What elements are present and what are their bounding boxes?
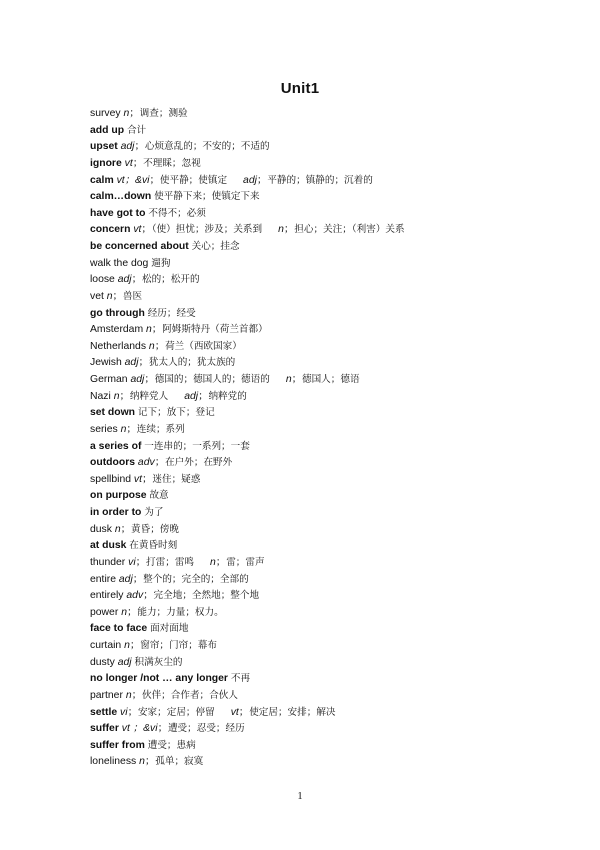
part-of-speech: adv (126, 590, 144, 602)
vocab-definition: 遭受；忍受；经历 (167, 723, 245, 735)
vocab-definition: 德国的；德国人的；德语的 (154, 374, 270, 385)
vocab-definition: 打雷；雷鸣 (146, 556, 195, 568)
vocab-term: Jewish (90, 357, 122, 369)
vocab-term: survey (90, 108, 121, 119)
vocab-definition: 迷住；疑惑 (152, 473, 201, 485)
vocab-term: a series of (90, 440, 142, 452)
vocab-term: go through (90, 307, 145, 319)
vocab-definition: 使平静下来；使镇定下来 (154, 191, 260, 203)
vocab-definition-secondary: 使定居；安排；解决 (249, 706, 336, 718)
vocab-entry: Jewish adj；犹太人的；犹太族的 (90, 357, 236, 369)
vocab-definition-secondary: 纳粹党的 (208, 390, 247, 402)
vocab-entry: spellbind vt；迷住；疑惑 (90, 473, 201, 485)
vocab-definition: 经历；经受 (147, 307, 196, 319)
vocab-definition: 纳粹党人 (129, 390, 169, 402)
part-of-speech-secondary: n (278, 224, 284, 236)
vocab-entry: entire adj；整个的；完全的；全部的 (90, 573, 249, 585)
vocab-definition: 记下；放下；登记 (137, 407, 215, 419)
vocab-entry (90, 738, 560, 755)
vocab-term: face to face (90, 623, 148, 635)
vocab-entry (90, 439, 560, 456)
vocab-term: dusty (90, 656, 115, 668)
vocab-definition: 松的；松开的 (142, 274, 200, 286)
vocab-term: entirely (90, 590, 124, 602)
vocab-entry (90, 505, 560, 522)
vocab-entry (90, 405, 560, 422)
vocab-term: concern (90, 224, 131, 236)
part-of-speech: vt；&vi (116, 174, 150, 186)
part-of-speech: adv (137, 457, 155, 469)
part-of-speech: vt (133, 473, 142, 485)
vocab-entry: concern vt；（使）担忧；涉及；关系到 n；担心；关注；（利害）关系 (90, 224, 405, 236)
vocab-definition-secondary: 担心；关注；（利害）关系 (294, 224, 405, 236)
vocab-definition: 整个的；完全的；全部的 (143, 573, 249, 585)
vocab-term: entire (90, 573, 116, 585)
vocab-term: Nazi (90, 390, 111, 402)
vocab-entry: loose adj；松的；松开的 (90, 274, 200, 286)
vocab-term: curtain (90, 640, 122, 651)
part-of-speech: n (106, 290, 113, 302)
part-of-speech: n (146, 324, 152, 336)
vocab-term: suffer from (90, 739, 145, 751)
vocab-definition: 连续；系列 (136, 423, 185, 435)
part-of-speech: n (123, 108, 130, 119)
vocab-entry: outdoors adv；在户外；在野外 (90, 457, 233, 469)
vocab-entry: loneliness n；孤单；寂寞 (90, 756, 204, 768)
vocab-term: be concerned about (90, 241, 189, 252)
vocab-definition: 黄昏；傍晚 (131, 523, 179, 535)
part-of-speech: n (139, 756, 145, 768)
vocab-entry (90, 621, 560, 638)
vocab-term: walk the dog (90, 257, 149, 269)
page-title: Unit1 (280, 80, 320, 97)
vocab-entry (90, 239, 560, 256)
vocab-term: German (90, 374, 128, 385)
vocab-entry: thunder vi；打雷；雷鸣 n；雷；雷声 (90, 556, 265, 568)
vocab-definition-secondary: 德国人；德语 (302, 374, 360, 385)
vocab-entry: dusk n；黄昏；傍晚 (90, 523, 179, 535)
vocab-entry (90, 488, 560, 505)
vocab-definition: 不再 (230, 673, 251, 685)
vocab-definition: 一连串的；一系列；一套 (144, 440, 250, 452)
vocab-entry: upset adj；心烦意乱的；不安的；不适的 (90, 141, 270, 153)
vocab-definition: 阿姆斯特丹（荷兰首都） (162, 324, 268, 336)
part-of-speech: adj (130, 374, 145, 385)
vocab-definition-secondary: 雷；雷声 (226, 556, 265, 568)
vocab-definition: 调查；测验 (139, 108, 188, 119)
vocab-entry (90, 655, 560, 672)
vocab-entry: ignore vt；不理睬；忽视 (90, 157, 201, 169)
vocab-entry: series n；连续；系列 (90, 423, 185, 435)
vocab-definition: （使）担忧；涉及；关系到 (151, 224, 263, 236)
vocab-entry: suffer vt ；&vi；遭受；忍受；经历 (90, 723, 245, 735)
vocab-term: calm…down (90, 191, 152, 203)
vocab-entry (90, 123, 560, 140)
part-of-speech-secondary: vt (230, 706, 239, 718)
vocab-definition: 面对面地 (150, 623, 189, 635)
part-of-speech: n (120, 423, 127, 435)
vocab-entry: settle vi；安家；定居；停留 vt；使定居；安排；解决 (90, 706, 336, 718)
vocab-term: no longer /not … any longer (90, 673, 228, 685)
vocab-entry (90, 256, 560, 273)
vocab-term: in order to (90, 507, 142, 518)
vocab-entry: partner n；伙伴；合作者；合伙人 (90, 689, 238, 701)
part-of-speech-secondary: adj (184, 390, 199, 402)
part-of-speech: n (121, 606, 127, 618)
part-of-speech: vt (133, 224, 142, 236)
vocab-definition: 伙伴；合作者；合伙人 (142, 689, 238, 701)
part-of-speech-secondary: adj (243, 174, 257, 186)
vocab-term: add up (90, 124, 125, 136)
vocab-entry: Amsterdam n；阿姆斯特丹（荷兰首都） (90, 324, 268, 336)
vocab-definition: 能力；力量；权力。 (137, 606, 224, 618)
part-of-speech: adj (124, 357, 139, 369)
vocab-entry (90, 306, 560, 323)
vocab-definition: 合计 (126, 124, 147, 136)
vocab-term: on purpose (90, 490, 147, 502)
vocab-term: power (90, 606, 119, 618)
part-of-speech: n (124, 640, 130, 651)
vocab-entry: curtain n；窗帘；门帘；幕布 (90, 640, 217, 651)
vocab-definition: 孤单；寂寞 (155, 756, 204, 768)
vocab-term: thunder (90, 556, 126, 568)
part-of-speech: vi (128, 556, 136, 568)
vocab-entry: vet n；兽医 (90, 290, 143, 302)
vocab-term: series (90, 423, 118, 435)
vocab-term: settle (90, 706, 118, 718)
vocab-term: set down (90, 407, 136, 419)
vocab-entry: calm vt；&vi；使平静；使镇定 adj；平静的；镇静的；沉着的 (90, 174, 373, 186)
part-of-speech-secondary: n (210, 556, 216, 568)
vocab-definition: 故意 (149, 490, 169, 502)
part-of-speech: adj (120, 141, 135, 153)
vocab-term: at dusk (90, 540, 127, 552)
part-of-speech: adj (118, 573, 133, 585)
vocab-term: dusk (90, 523, 112, 535)
part-of-speech: vt (124, 157, 133, 169)
part-of-speech: n (148, 340, 155, 352)
vocab-entry: entirely adv；完全地；全然地；整个地 (90, 590, 260, 602)
vocab-definition: 不得不；必须 (148, 207, 206, 219)
vocab-term: calm (90, 174, 114, 186)
vocab-entry (90, 206, 560, 223)
vocab-definition-secondary: 平静的；镇静的；沉着的 (267, 174, 373, 186)
vocab-entry: German adj；德国的；德国人的；德语的 n；德国人；德语 (90, 374, 360, 385)
part-of-speech: adj (117, 656, 132, 668)
vocab-definition: 在黄昏时刻 (129, 540, 178, 552)
part-of-speech: n (125, 689, 132, 701)
page-number: 1 (297, 791, 303, 802)
part-of-speech: vt ；&vi (121, 723, 158, 735)
vocab-term: spellbind (90, 473, 132, 485)
vocab-definition: 窗帘；门帘；幕布 (140, 640, 217, 651)
vocab-definition: 在户外；在野外 (165, 457, 233, 469)
vocab-definition: 为了 (144, 507, 164, 518)
vocab-definition: 荷兰（西欧国家） (165, 340, 242, 352)
vocab-entry (90, 671, 560, 688)
vocab-definition: 积满灰尘的 (134, 656, 183, 668)
vocab-entry (90, 538, 560, 555)
vocab-definition: 使平静；使镇定 (159, 174, 228, 186)
vocab-term: partner (90, 689, 123, 701)
vocab-entry: Nazi n；纳粹党人 adj；纳粹党的 (90, 390, 247, 402)
vocab-definition: 完全地；全然地；整个地 (153, 590, 260, 602)
vocab-term: outdoors (90, 457, 136, 469)
vocab-term: Netherlands (90, 340, 147, 352)
vocab-term: Amsterdam (90, 324, 144, 336)
vocab-term: loose (90, 274, 115, 286)
vocab-term: suffer (90, 723, 119, 735)
vocab-definition: 遭受；患病 (147, 739, 196, 751)
vocab-entry (90, 189, 560, 206)
vocab-entry: Netherlands n；荷兰（西欧国家） (90, 340, 242, 352)
vocab-term: loneliness (90, 756, 137, 768)
vocabulary-list (90, 106, 560, 771)
part-of-speech-secondary: n (285, 374, 292, 385)
vocab-definition: 关心；挂念 (191, 241, 240, 252)
part-of-speech: n (114, 523, 121, 535)
vocab-term: vet (90, 290, 104, 302)
vocab-definition: 兽医 (122, 290, 143, 302)
part-of-speech: n (113, 390, 120, 402)
vocab-definition: 不理睬；忽视 (143, 157, 201, 169)
part-of-speech: vi (120, 706, 128, 718)
vocab-entry: power n；能力；力量；权力。 (90, 606, 224, 618)
vocab-definition: 心烦意乱的；不安的；不适的 (144, 141, 270, 153)
vocab-term: upset (90, 141, 118, 153)
vocab-definition: 犹太人的；犹太族的 (148, 357, 236, 369)
vocab-entry: survey n；调查；测验 (90, 108, 188, 119)
vocab-term: ignore (90, 157, 122, 169)
part-of-speech: adj (117, 274, 132, 286)
vocab-definition: 遛狗 (151, 257, 171, 269)
vocab-term: have got to (90, 207, 146, 219)
vocab-definition: 安家；定居；停留 (137, 706, 215, 718)
